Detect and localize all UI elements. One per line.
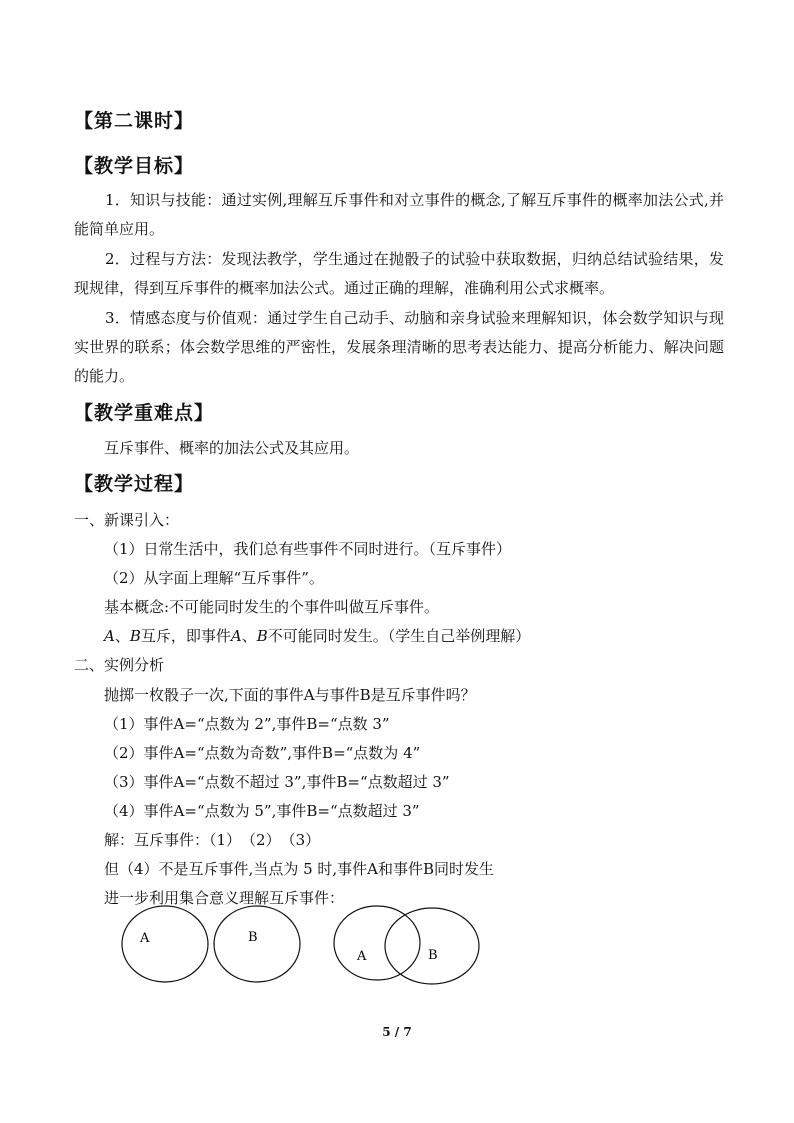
key-points-heading: 【教学重难点】 — [74, 402, 215, 424]
analysis-item-1: （1）事件A=“点数为 2”,事件B=“点数 3” — [104, 715, 390, 733]
analysis-question: 抛掷一枚骰子一次,下面的事件A与事件B是互斥事件吗？ — [104, 686, 476, 704]
ab-text-2: 不可能同时发生。（学生自己举例理解） — [267, 627, 531, 645]
objective-2: 2．过程与方法：发现法教学，学生通过在抛骰子的试验中获取数据，归纳总结试验结果，发现规律，得到互斥事件的概率加法公式。通过正确的理解，准确利用公式求概率。 — [74, 250, 724, 297]
analysis-item-3: （3）事件A=“点数不超过 3”,事件B=“点数超过 3” — [104, 773, 450, 791]
set-b-circle-overlap — [385, 908, 479, 984]
objective-1: 1．知识与技能：通过实例,理解互斥事件和对立事件的概念,了解互斥事件的概率加法公式,并能简单应用。 — [74, 191, 724, 238]
lesson-heading: 【第二课时】 — [74, 110, 195, 132]
intro-ab-line — [104, 626, 530, 646]
intro-item-2: （2）从字面上理解“互斥事件”。 — [104, 569, 324, 587]
intro-concept: 基本概念:不可能同时发生的个事件叫做互斥事件。 — [104, 598, 440, 616]
process-heading: 【教学过程】 — [74, 473, 195, 495]
set-a-label: A — [140, 931, 150, 946]
intro-title: 一、新课引入： — [74, 511, 180, 529]
event-b-symbol-2: B — [256, 627, 268, 645]
objectives-heading: 【教学目标】 — [74, 155, 195, 177]
page-number: 5 / 7 — [382, 1025, 412, 1039]
set-b-label: B — [248, 930, 258, 945]
set-a-circle-overlap — [334, 906, 420, 980]
analysis-further: 进一步利用集合意义理解互斥事件： — [104, 889, 345, 907]
event-a-symbol-2: A — [230, 627, 242, 645]
venn-diagrams — [110, 897, 490, 987]
venn-overlap — [334, 906, 479, 984]
analysis-but: 但（4）不是互斥事件,当点为 5 时,事件A和事件B同时发生 — [104, 860, 495, 878]
set-a-circle — [122, 906, 208, 982]
analysis-title: 二、实例分析 — [74, 656, 165, 674]
ab-text-1: 互斥，即事件 — [140, 627, 231, 645]
event-a-symbol: A — [104, 627, 115, 645]
separator: 、 — [114, 627, 130, 645]
objective-3: 3．情感态度与价值观：通过学生自己动手、动脑和亲身试验来理解知识，体会数学知识与现实世界的联系；体会数学思维的严密性，发展条理清晰的思考表达能力、提高分析能力、解决问题的能力。 — [74, 309, 724, 385]
set-b-label-overlap: B — [428, 948, 438, 963]
analysis-answer: 解：互斥事件：（1） （2） （3） — [104, 831, 321, 849]
analysis-item-2: （2）事件A=“点数为奇数”,事件B=“点数为 4” — [104, 744, 421, 762]
analysis-item-4: （4）事件A=“点数为 5”,事件B=“点数超过 3” — [104, 802, 420, 820]
separator-2: 、 — [241, 627, 257, 645]
event-b-symbol: B — [129, 627, 141, 645]
key-points-text: 互斥事件、概率的加法公式及其应用。 — [104, 439, 360, 457]
intro-item-1: （1）日常生活中，我们总有些事件不同时进行。（互斥事件） — [104, 540, 512, 558]
venn-disjoint — [122, 906, 300, 982]
set-a-label-overlap: A — [357, 949, 367, 964]
